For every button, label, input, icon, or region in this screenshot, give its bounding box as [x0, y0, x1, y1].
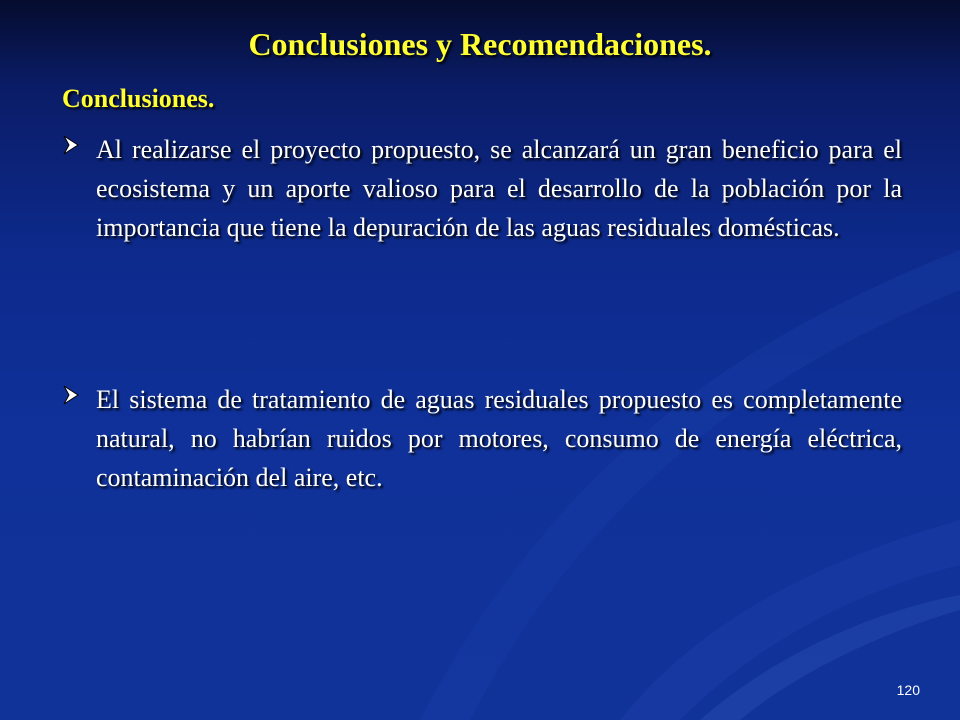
- arrow-right-icon: [62, 384, 80, 406]
- bullet-text: Al realizarse el proyecto propuesto, se alcanzará un gran beneficio para el ecosistema y un aporte valioso para el desarrollo de la población por la importancia que tiene la depuración de las aguas residuales domésticas.: [96, 135, 902, 242]
- page-number: 120: [896, 682, 920, 698]
- section-heading: Conclusiones.: [62, 84, 215, 113]
- bullet-item: [62, 380, 902, 497]
- bullet-text: El sistema de tratamiento de aguas residuales propuesto es completamente natural, no habrían ruidos por motores, consumo de energía eléctrica, contaminación del aire, etc.: [96, 385, 902, 492]
- arrow-right-icon: [62, 134, 80, 156]
- slide-title: Conclusiones y Recomendaciones.: [248, 26, 712, 62]
- bullet-item: [62, 130, 902, 247]
